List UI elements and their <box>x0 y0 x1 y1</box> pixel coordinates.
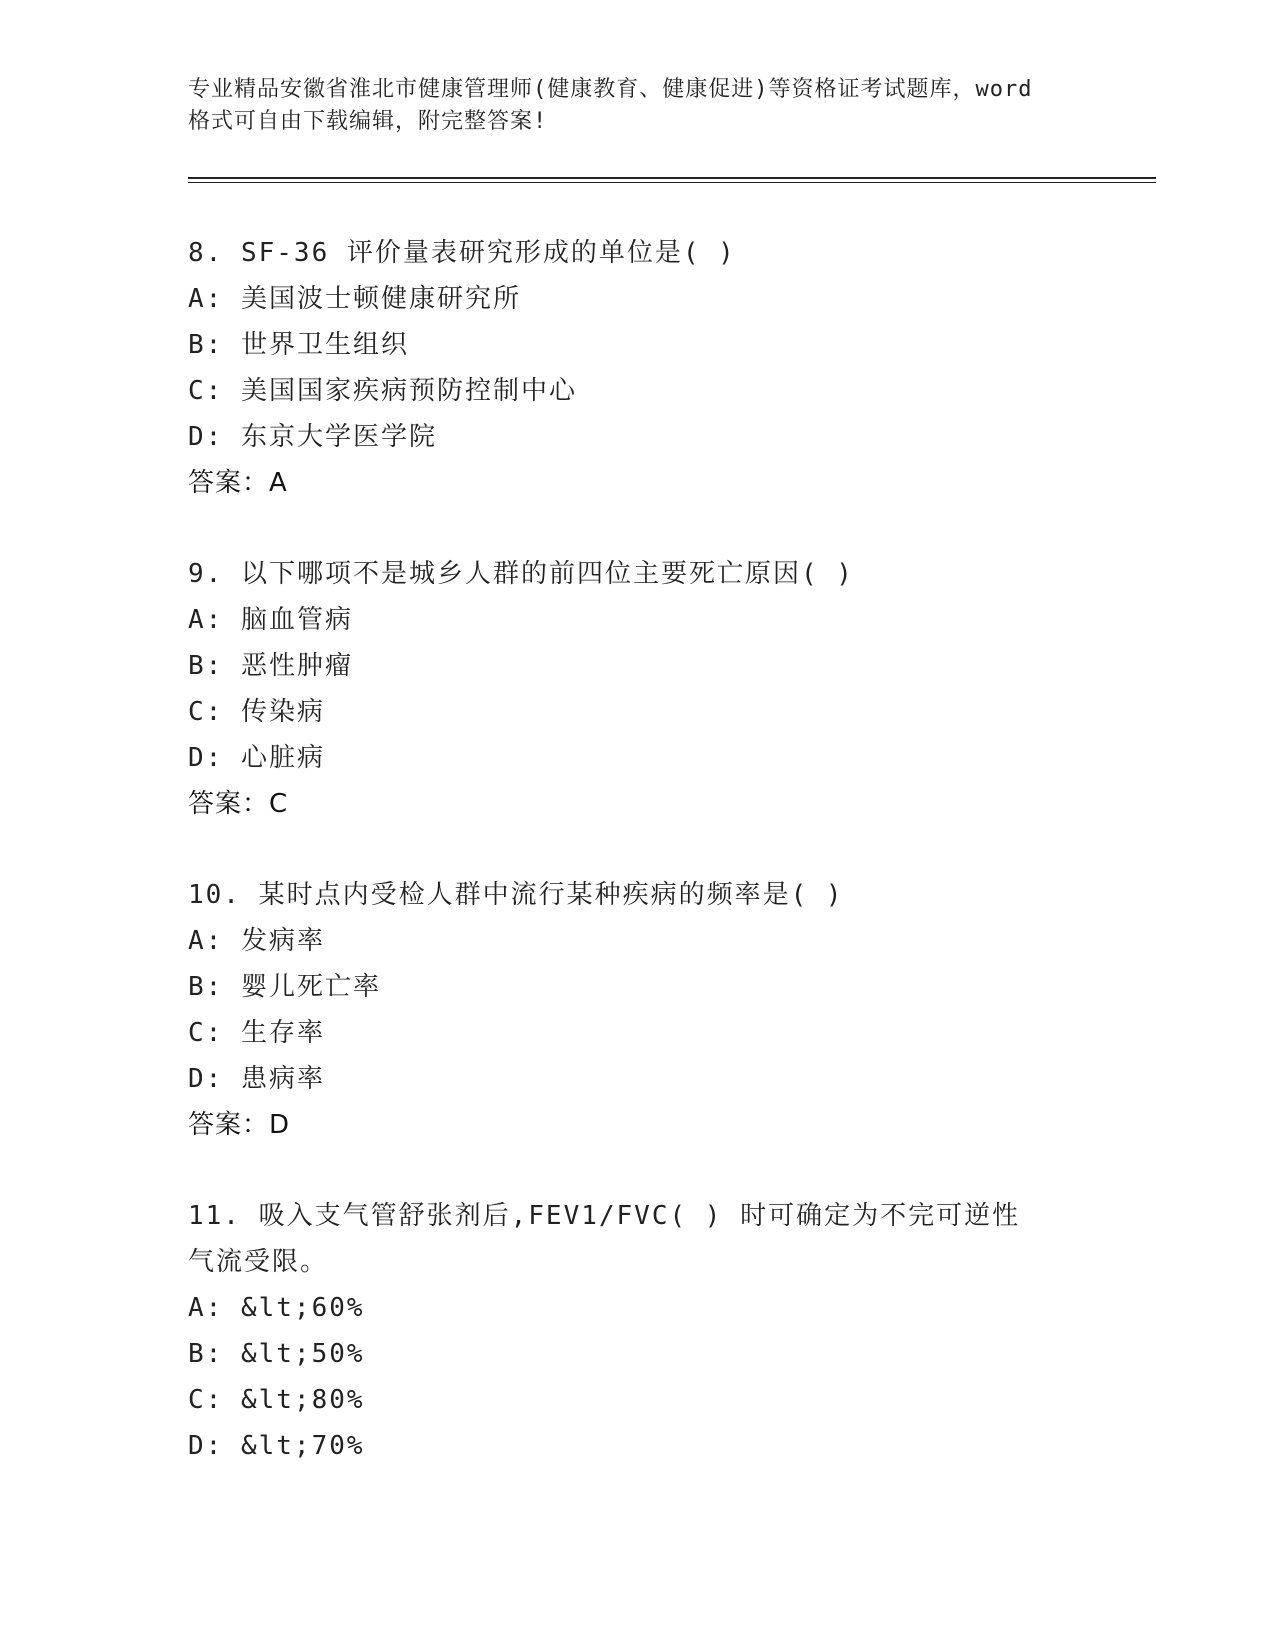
question-stem-line-2: 气流受限。 <box>188 1247 329 1277</box>
header-divider-thick <box>188 177 1156 179</box>
question-stem: 8. SF-36 评价量表研究形成的单位是( ) <box>188 238 736 268</box>
question-10 <box>188 872 1088 1148</box>
option-b: B: 恶性肿瘤 <box>188 651 353 681</box>
header-line-1: 专业精品安徽省淮北市健康管理师(健康教育、健康促进)等资格证考试题库，word <box>188 77 1033 102</box>
question-stem: 9. 以下哪项不是城乡人群的前四位主要死亡原因( ) <box>188 559 854 589</box>
option-a: A: 脑血管病 <box>188 605 353 635</box>
question-11 <box>188 1193 1088 1469</box>
option-c: C: 美国国家疾病预防控制中心 <box>188 376 577 406</box>
option-a: A: 发病率 <box>188 926 325 956</box>
question-stem: 10. 某时点内受检人群中流行某种疾病的频率是( ) <box>188 880 844 910</box>
answer: 答案：C <box>188 789 289 819</box>
header-divider-thin <box>188 182 1156 183</box>
option-a: A: &lt;60% <box>188 1293 365 1323</box>
option-b: B: &lt;50% <box>188 1339 365 1369</box>
option-b: B: 婴儿死亡率 <box>188 972 381 1002</box>
option-d: D: &lt;70% <box>188 1431 365 1461</box>
option-c: C: 生存率 <box>188 1018 325 1048</box>
option-d: D: 患病率 <box>188 1064 325 1094</box>
option-b: B: 世界卫生组织 <box>188 330 409 360</box>
document-header <box>188 74 1088 138</box>
option-d: D: 心脏病 <box>188 743 325 773</box>
option-c: C: &lt;80% <box>188 1385 365 1415</box>
option-a: A: 美国波士顿健康研究所 <box>188 284 521 314</box>
question-8 <box>188 230 1088 506</box>
header-line-2: 格式可自由下载编辑，附完整答案! <box>188 109 548 134</box>
option-d: D: 东京大学医学院 <box>188 422 437 452</box>
question-9 <box>188 551 1088 827</box>
answer: 答案：D <box>188 1110 291 1140</box>
answer: 答案：A <box>188 468 288 498</box>
option-c: C: 传染病 <box>188 697 325 727</box>
question-stem-line-1: 11. 吸入支气管舒张剂后,FEV1/FVC( ) 时可确定为不完可逆性 <box>188 1201 1021 1231</box>
